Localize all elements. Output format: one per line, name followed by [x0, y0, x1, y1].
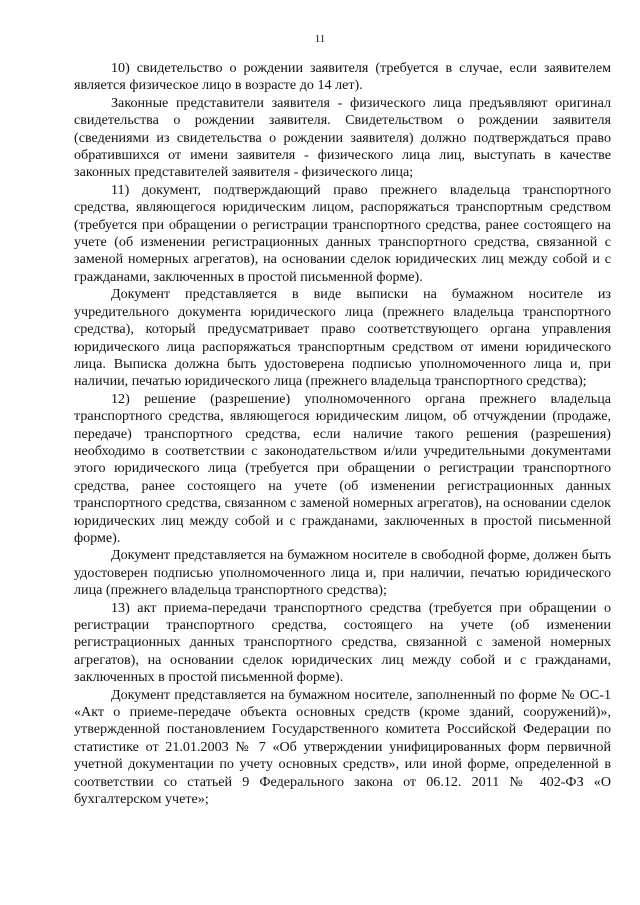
paragraph-legal-representatives: Законные представители заявителя - физического лица предъявляют оригинал свидетельства о рождении заявителя. Свидетельством о рождении заявителя (сведениями из свидетельства о рождении заявителя) должно подтверждаться право обратившихся от имени заявителя - физического лица лиц, выступать в качестве законных представителей заявителя - физического лица;: [74, 94, 611, 181]
paragraph-item-12: 12) решение (разрешение) уполномоченного органа прежнего владельца транспортного средства, являющегося юридическим лицом, об отчуждении (продаже, передаче) транспортного средства, если наличие такого решения (разрешения) необходимо в соответствии с законодательством и/или учредительными документами этого юридического лица (требуется при обращении о регистрации транспортного средства, ранее состоящего на учете (об изменении регистрационных данных транспортного средства, связанном с заменой номерных агрегатов), на основании сделок юридических лиц между собой и с гражданами, заключенных в простой письменной форме).: [74, 390, 611, 546]
paragraph-free-form-document: Документ представляется на бумажном носителе в свободной форме, должен быть удостоверен подписью уполномоченного лица и, при наличии, печатью юридического лица (прежнего владельца транспортного средства);: [74, 547, 611, 599]
paragraph-item-10: 10) свидетельство о рождении заявителя (требуется в случае, если заявителем является физическое лицо в возрасте до 14 лет).: [74, 60, 611, 94]
paragraph-item-13: 13) акт приема-передачи транспортного средства (требуется при обращении о регистрации транспортного средства, состоящего на учете (об изменении регистрационных данных транспортного средства, связанной с заменой номерных агрегатов), на основании сделок юридических лиц между собой и с гражданами, заключенных в простой письменной форме).: [74, 599, 611, 686]
paragraph-extract-document: Документ представляется в виде выписки на бумажном носителе из учредительного документа юридического лица (прежнего владельца транспортного средства), который предусматривает право соответствующего органа управления юридического лица распоряжаться транспортным средством от имени юридического лица. Выписка должна быть удостоверена подписью уполномоченного лица и, при наличии, печатью юридического лица (прежнего владельца транспортного средства);: [74, 286, 611, 390]
paragraph-item-11: 11) документ, подтверждающий право прежнего владельца транспортного средства, являющегося юридическим лицом, распоряжаться транспортным средством (требуется при обращении о регистрации транспортного средства, ранее состоящего на учете (об изменении регистрационных данных транспортного средства, связанной с заменой номерных агрегатов), на основании сделок юридических лиц между собой и с гражданами, заключенных в простой письменной форме).: [74, 181, 611, 285]
page-number: 11: [314, 33, 326, 45]
document-body: [74, 60, 611, 808]
paragraph-os1-form: Документ представляется на бумажном носителе, заполненный по форме № ОС-1 «Акт о приеме-передаче объекта основных средств (кроме зданий, сооружений)», утвержденной постановлением Государственного комитета Российской Федерации по статистике от 21.01.2003 № 7 «Об утверждении унифицированных форм первичной учетной документации по учету основных средств», или иной форме, определенной в соответствии со статьей 9 Федерального закона от 06.12. 2011 № 402-ФЗ «О бухгалтерском учете»;: [74, 686, 611, 808]
